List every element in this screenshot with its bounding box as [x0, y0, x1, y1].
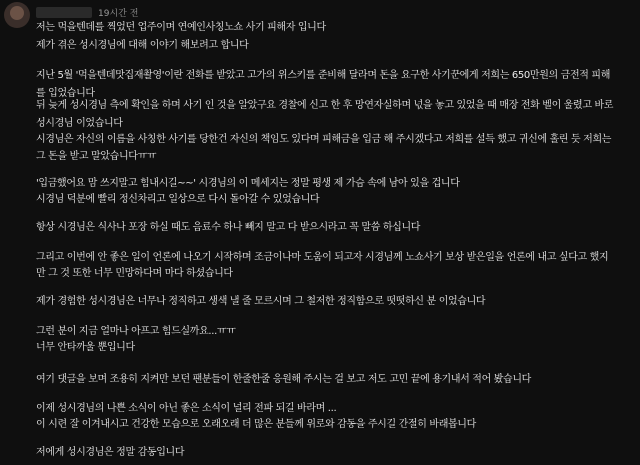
comment-line: 지난 5월 '먹을텐데맛집재촬영'이란 전화를 받았고 고가의 위스키를 준비해 달라며 돈을 요구한 사기꾼에게 저희는 650만원의 금전적 피해	[36, 70, 611, 81]
comment-line: 항상 시경님은 식사나 포장 하실 때도 음료수 하나 빼지 말고 다 받으시라고 꼭 말씀 하십니다	[36, 222, 421, 233]
comment-line: 이제 성시경님의 나쁜 소식이 아닌 좋은 소식이 널리 전파 되길 바라며 ...	[36, 403, 337, 414]
comment-line: 만 그 것 또한 너무 민망하다며 마다 하셨습니다	[36, 268, 233, 279]
comment-line: 시경님은 자신의 이름을 사칭한 사기를 당한건 자신의 책임도 있다며 피해금을 입금 해 주시겠다고 저희를 설득 했고 귀신에 홀린 듯 저희는	[36, 134, 612, 145]
comment-line: 그 돈을 받고 말았습니다ㅠㅠ	[36, 151, 157, 162]
comment-header	[36, 4, 138, 20]
comment-line: 를 입었습니다	[36, 88, 95, 99]
author-avatar[interactable]	[4, 2, 30, 28]
comment-line: 너무 안타까울 뿐입니다	[36, 342, 135, 353]
comment-timestamp[interactable]: 19시간 전	[98, 8, 139, 19]
comment-line: 저는 먹을텐데를 찍었던 업주이며 연예인사칭노쇼 사기 피해자 입니다	[36, 22, 326, 33]
comment-line: 뒤 늦게 성시경님 측에 확인을 하며 사기 인 것을 알았구요 경찰에 신고 한 후 망연자실하며 넋을 놓고 있었을 때 매장 전화 벨이 울렸고 바로	[36, 100, 614, 111]
comment-line: 저에게 성시경님은 정말 감동입니다	[36, 447, 185, 458]
comment-line: 이 시련 잘 이겨내시고 건강한 모습으로 오래오래 더 많은 분들께 위로와 감동을 주시길 간절히 바래봅니다	[36, 419, 476, 430]
comment-line: '입금했어요 맘 쓰지말고 힘내시길~~' 시경님의 이 메세지는 정말 평생 제 가슴 속에 남아 있을 겁니다	[36, 178, 460, 189]
comment-line: 여기 댓글을 보며 조용히 지켜만 보던 팬분들이 한줄한줄 응원해 주시는 걸 보고 저도 고민 끝에 용기내서 적어 봤습니다	[36, 374, 531, 385]
comment-line: 성시경님 이었습니다	[36, 118, 123, 129]
comment-line: 그리고 이번에 안 좋은 일이 언론에 나오기 시작하며 조금이나마 도움이 되고자 시경님께 노쇼사기 보상 받은일을 언론에 내고 싶다고 했지	[36, 252, 609, 263]
author-name-redacted[interactable]	[36, 7, 92, 18]
comment-line: 제가 겪은 성시경님에 대해 이야기 해보려고 합니다	[36, 40, 249, 51]
comment-line: 그런 분이 지금 얼마나 아프고 힘드실까요...ㅠㅠ	[36, 326, 236, 337]
comment-line: 제가 경험한 성시경님은 너무나 정직하고 생색 낼 줄 모르시며 그 철저한 정직함으로 떳떳하신 분 이었습니다	[36, 296, 486, 307]
comment-line: 시경님 덕분에 빨리 정신차리고 일상으로 다시 돌아갈 수 있었습니다	[36, 194, 320, 205]
